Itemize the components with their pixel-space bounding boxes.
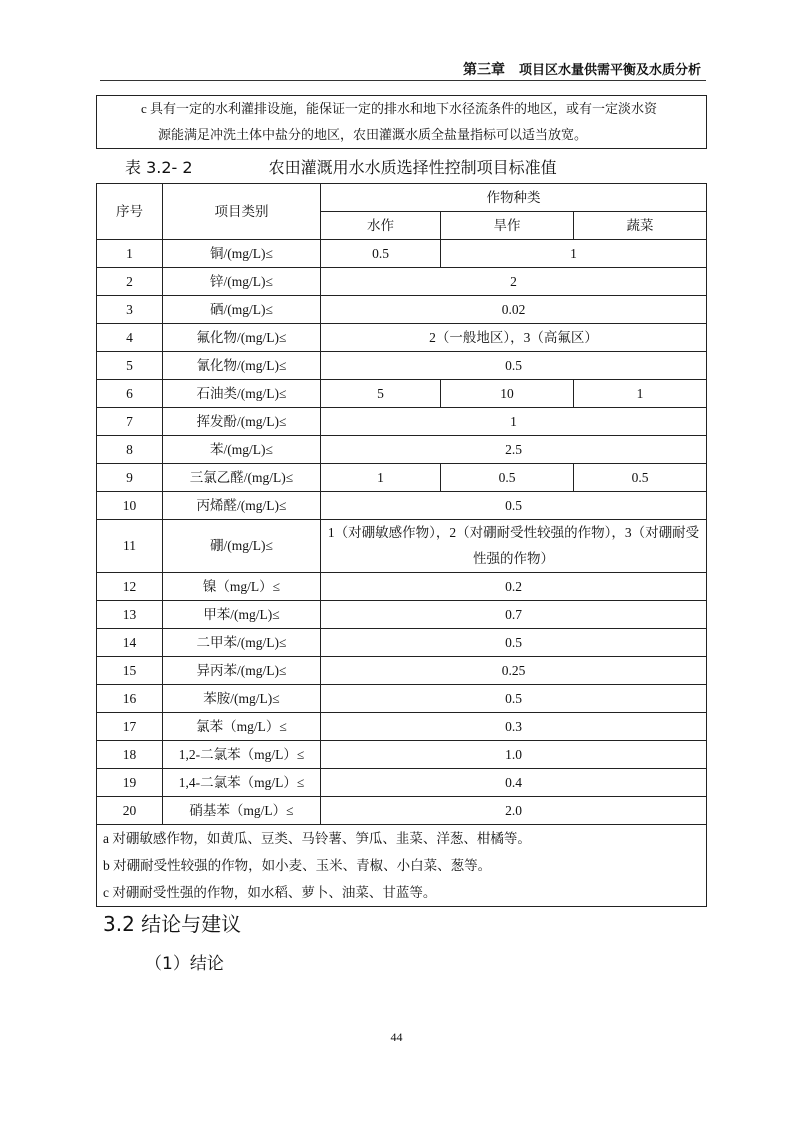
table-row: [97, 601, 707, 629]
row-seq: 2: [97, 268, 163, 296]
subsection-heading: （1）结论: [145, 954, 224, 974]
row-item: 氯苯（mg/L）≤: [163, 713, 321, 741]
row-value: 0.5: [574, 464, 707, 492]
row-item: 苯/(mg/L)≤: [163, 436, 321, 464]
row-item: 1,2-二氯苯（mg/L）≤: [163, 741, 321, 769]
header-seq: 序号: [97, 184, 163, 240]
row-seq: 9: [97, 464, 163, 492]
row-value: 5: [321, 380, 441, 408]
row-item: 硒/(mg/L)≤: [163, 296, 321, 324]
footnote: c 对硼耐受性强的作物，如水稻、萝卜、油菜、甘蓝等。: [97, 879, 707, 907]
row-item: 苯胺/(mg/L)≤: [163, 685, 321, 713]
row-item: 锌/(mg/L)≤: [163, 268, 321, 296]
footnote-row: [97, 852, 707, 879]
row-item: 丙烯醛/(mg/L)≤: [163, 492, 321, 520]
table-row: [97, 769, 707, 797]
row-seq: 17: [97, 713, 163, 741]
row-value: 2: [321, 268, 707, 296]
row-seq: 12: [97, 573, 163, 601]
note-line: c 具有一定的水利灌排设施，能保证一定的排水和地下水径流条件的地区，或有一定淡水资: [141, 101, 658, 116]
note-line: 源能满足冲洗土体中盐分的地区，农田灌溉水质全盐量指标可以适当放宽。: [158, 127, 588, 142]
note-box: [96, 95, 707, 149]
row-value: 0.7: [321, 601, 707, 629]
row-value: 0.3: [321, 713, 707, 741]
row-seq: 13: [97, 601, 163, 629]
row-value: 2（一般地区），3（高氟区）: [321, 324, 707, 352]
row-seq: 14: [97, 629, 163, 657]
row-value: 0.25: [321, 657, 707, 685]
table-number: 表 3.2- 2: [125, 157, 193, 177]
row-item: 氰化物/(mg/L)≤: [163, 352, 321, 380]
footnote-row: [97, 879, 707, 907]
row-value: 1（对硼敏感作物），2（对硼耐受性较强的作物），3（对硼耐受性强的作物）: [321, 520, 707, 573]
table-row: [97, 713, 707, 741]
table-row: [97, 573, 707, 601]
row-seq: 10: [97, 492, 163, 520]
row-seq: 20: [97, 797, 163, 825]
page-number: 44: [390, 1030, 403, 1044]
table-row: [97, 408, 707, 436]
row-seq: 5: [97, 352, 163, 380]
row-seq: 3: [97, 296, 163, 324]
row-seq: 6: [97, 380, 163, 408]
row-item: 硼/(mg/L)≤: [163, 520, 321, 573]
row-value: 0.02: [321, 296, 707, 324]
row-value: 0.5: [321, 685, 707, 713]
row-value: 2.5: [321, 436, 707, 464]
table-row: [97, 436, 707, 464]
chapter-title: 项目区水量供需平衡及水质分析: [518, 63, 701, 78]
row-value: 1: [574, 380, 707, 408]
row-item: 三氯乙醛/(mg/L)≤: [163, 464, 321, 492]
row-seq: 4: [97, 324, 163, 352]
row-value: 2.0: [321, 797, 707, 825]
table-row: [97, 797, 707, 825]
table-row: [97, 741, 707, 769]
row-value: 1.0: [321, 741, 707, 769]
row-seq: 11: [97, 520, 163, 573]
row-seq: 18: [97, 741, 163, 769]
table-row: [97, 629, 707, 657]
table-row: [97, 520, 707, 573]
row-value: 0.5: [441, 464, 574, 492]
table-row: [97, 352, 707, 380]
row-seq: 16: [97, 685, 163, 713]
row-value: 0.2: [321, 573, 707, 601]
table-row: [97, 492, 707, 520]
table-row: [97, 240, 707, 268]
row-item: 甲苯/(mg/L)≤: [163, 601, 321, 629]
chapter-label: 第三章: [462, 62, 505, 78]
footnote-row: [97, 825, 707, 853]
header-veg: 蔬菜: [574, 212, 707, 240]
table-title: 农田灌溉用水水质选择性控制项目标准值: [268, 157, 557, 177]
section-heading: 3.2 结论与建议: [103, 912, 242, 936]
table-row: [97, 268, 707, 296]
row-item: 二甲苯/(mg/L)≤: [163, 629, 321, 657]
row-value: 0.5: [321, 629, 707, 657]
row-value: 0.5: [321, 492, 707, 520]
header-rule: [100, 80, 706, 81]
row-item: 铜/(mg/L)≤: [163, 240, 321, 268]
row-value: 1: [321, 464, 441, 492]
row-value: 0.5: [321, 240, 441, 268]
running-header: [463, 59, 701, 79]
row-item: 1,4-二氯苯（mg/L）≤: [163, 769, 321, 797]
row-seq: 7: [97, 408, 163, 436]
table-caption: [96, 149, 707, 183]
row-value: 1: [321, 408, 707, 436]
row-value: 0.5: [321, 352, 707, 380]
table-row: [97, 380, 707, 408]
row-item: 镍（mg/L）≤: [163, 573, 321, 601]
row-item: 异丙苯/(mg/L)≤: [163, 657, 321, 685]
table-row: [97, 657, 707, 685]
row-seq: 15: [97, 657, 163, 685]
row-item: 氟化物/(mg/L)≤: [163, 324, 321, 352]
header-crop: 作物种类: [321, 184, 707, 212]
table-row: [97, 464, 707, 492]
header-item: 项目类别: [163, 184, 321, 240]
row-seq: 19: [97, 769, 163, 797]
row-value: 1: [441, 240, 707, 268]
footnote: b 对硼耐受性较强的作物，如小麦、玉米、青椒、小白菜、葱等。: [97, 852, 707, 879]
row-item: 挥发酚/(mg/L)≤: [163, 408, 321, 436]
row-item: 硝基苯（mg/L）≤: [163, 797, 321, 825]
row-item: 石油类/(mg/L)≤: [163, 380, 321, 408]
table-row: [97, 324, 707, 352]
row-value: 0.4: [321, 769, 707, 797]
header-row: [97, 184, 707, 212]
footnote: a 对硼敏感作物，如黄瓜、豆类、马铃薯、笋瓜、韭菜、洋葱、柑橘等。: [97, 825, 707, 853]
content-flow: [96, 95, 707, 977]
row-value: 10: [441, 380, 574, 408]
row-seq: 1: [97, 240, 163, 268]
row-seq: 8: [97, 436, 163, 464]
table-row: [97, 296, 707, 324]
table-row: [97, 685, 707, 713]
header-dry: 旱作: [441, 212, 574, 240]
header-water: 水作: [321, 212, 441, 240]
standards-table: [96, 183, 707, 907]
